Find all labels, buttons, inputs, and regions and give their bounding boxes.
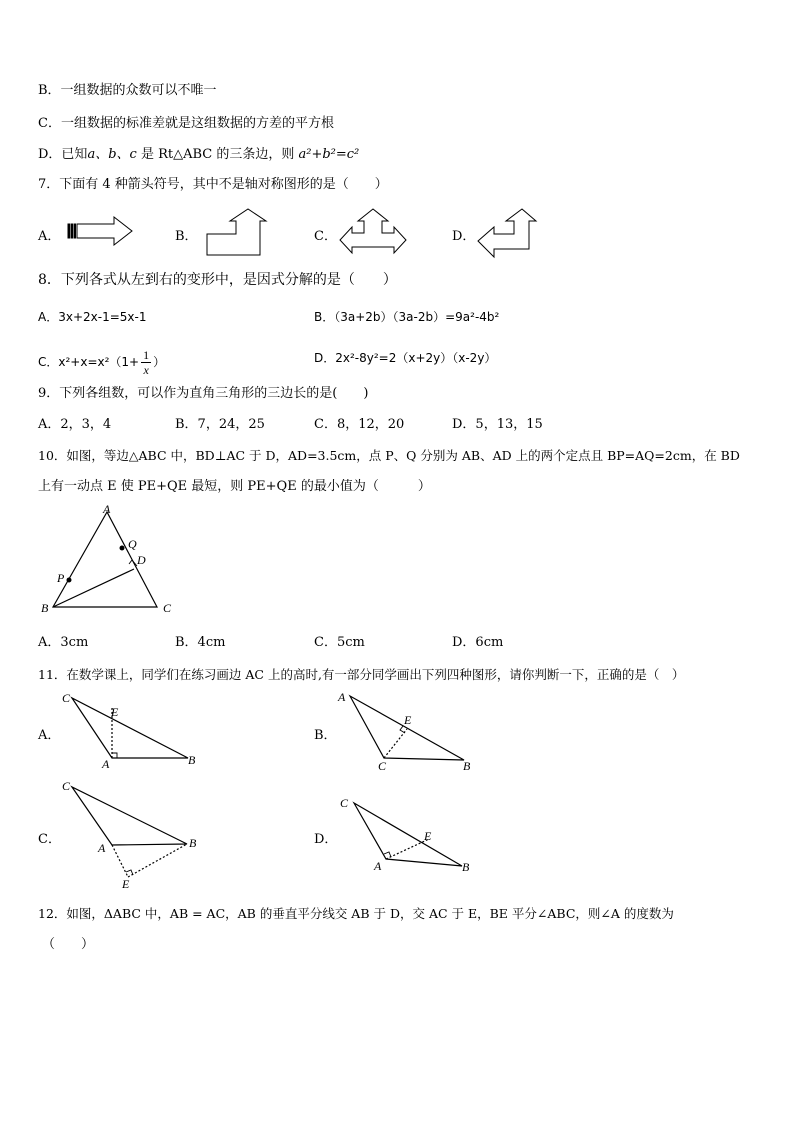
q6-option-d: [38, 147, 359, 163]
q10-label-d: D: [137, 553, 146, 567]
q8-c-left: C．x²+x=x²（1+: [38, 355, 140, 369]
q11c-label-e: E: [122, 877, 130, 891]
q10-stem-line1: 10．如图，等边△ABC 中，BD⊥AC 于 D，AD=3.5cm，点 P、Q 分别为 AB、AD 上的两个定点且 BP=AQ=2cm，在 BD: [38, 448, 740, 463]
q12-stem: 12．如图，ΔABC 中，AB = AC，AB 的垂直平分线交 AB 于 D，交 AC 于 E，BE 平分∠ABC，则∠A 的度数为: [38, 906, 674, 921]
q7-stem: 7．下面有 4 种箭头符号，其中不是轴对称图形的是（ ）: [38, 177, 388, 192]
q10-label-b: B: [41, 601, 49, 615]
q10-label-q: Q: [128, 537, 137, 551]
q11-figure-a: [60, 688, 210, 773]
q10-option-c: C．5cm: [314, 635, 365, 650]
q11c-label-b: B: [189, 836, 197, 850]
q8-option-a: A．3x+2x-1=5x-1: [38, 310, 147, 324]
q6-d-prefix: D．已知: [38, 147, 88, 162]
q6-d-formula: a²+b²=c²: [298, 147, 360, 162]
q10-triangle-figure: [38, 503, 178, 618]
q11-option-a-label: A．: [38, 728, 61, 743]
q11a-label-b: B: [188, 753, 196, 767]
q11a-label-c: C: [62, 691, 71, 705]
q11-figure-c: [60, 777, 210, 892]
q11a-label-e: E: [111, 705, 119, 719]
three-way-arrow-icon: [338, 207, 408, 259]
q8-option-c: [38, 348, 165, 377]
q9-stem: 9．下列各组数，可以作为直角三角形的三边长的是( ): [38, 386, 369, 401]
q6-d-vars: a、b、c: [87, 147, 137, 162]
q10-option-d: D．6cm: [452, 635, 504, 650]
q8-option-d: D．2x²-8y²=2（x+2y）（x-2y）: [314, 351, 497, 365]
q11-figure-d: [334, 793, 484, 878]
q12-paren: （ ）: [42, 937, 95, 952]
q11d-label-c: C: [340, 796, 349, 810]
q10-label-p: P: [57, 571, 65, 585]
q11d-label-e: E: [424, 829, 432, 843]
q11d-label-b: B: [462, 860, 470, 874]
q8-c-numerator: 1: [143, 348, 150, 362]
q11-figure-b: [334, 688, 484, 778]
q11b-label-e: E: [404, 713, 412, 727]
q11b-label-c: C: [378, 759, 387, 773]
q11b-label-a: A: [338, 690, 346, 704]
q8-option-b: B．（3a+2b）（3a-2b）=9a²-4b²: [314, 310, 500, 324]
q11-option-c-label: C．: [38, 832, 61, 847]
q10-label-c: C: [163, 601, 172, 615]
bent-up-arrow-icon: [204, 207, 268, 257]
q9-option-a: A．2，3，4: [38, 417, 112, 432]
q7-option-a-label: A．: [38, 229, 61, 244]
q9-option-d: D．5，13，15: [452, 417, 543, 432]
corner-arrow-icon: [476, 207, 538, 261]
q8-c-fraction: [141, 348, 151, 377]
q10-label-a: A: [103, 502, 111, 516]
q8-stem: 8．下列各式从左到右的变形中，是因式分解的是（ ）: [38, 272, 397, 288]
q10-option-a: A．3cm: [38, 635, 89, 650]
striped-right-arrow-icon: [66, 215, 136, 249]
q8-c-denominator: x: [143, 363, 149, 377]
q6-option-c: C．一组数据的标准差就是这组数据的方差的平方根: [38, 116, 334, 131]
q11d-label-a: A: [374, 859, 382, 873]
q11c-label-a: A: [98, 841, 106, 855]
q7-option-d-label: D．: [452, 229, 476, 244]
q7-option-b-label: B．: [175, 229, 198, 244]
q9-option-c: C．8，12，20: [314, 417, 405, 432]
q6-d-mid: 是 Rt△ABC 的三条边，则: [140, 147, 295, 162]
q9-option-b: B．7，24，25: [175, 417, 265, 432]
q11-option-b-label: B．: [314, 728, 337, 743]
q11b-label-b: B: [463, 759, 471, 773]
q6-option-b: B．一组数据的众数可以不唯一: [38, 83, 217, 98]
q11c-label-c: C: [62, 779, 71, 793]
q11-option-d-label: D．: [314, 832, 338, 847]
q10-option-b: B．4cm: [175, 635, 226, 650]
q11-stem: 11．在数学课上，同学们在练习画边 AC 上的高时,有一部分同学画出下列四种图形，请你判断一下，正确的是（ ）: [38, 667, 685, 682]
q11a-label-a: A: [102, 757, 110, 771]
q7-option-c-label: C．: [314, 229, 337, 244]
q8-c-right: ）: [153, 355, 166, 369]
q10-stem-line2: 上有一动点 E 使 PE+QE 最短，则 PE+QE 的最小值为（ ）: [38, 479, 431, 494]
